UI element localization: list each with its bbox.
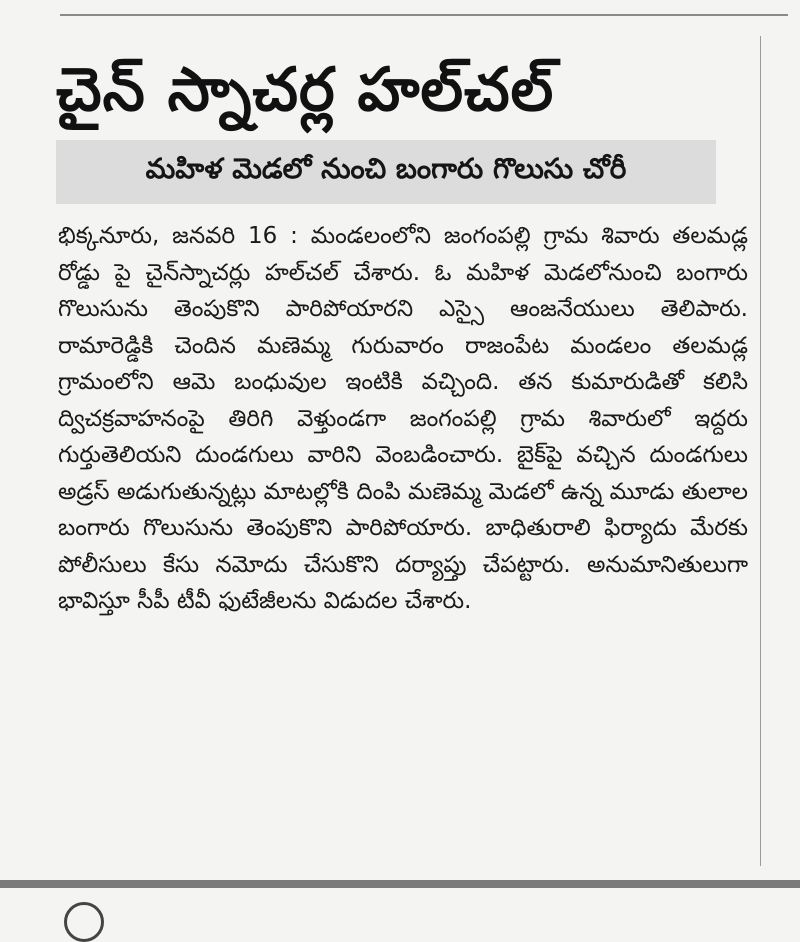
column-divider [760,36,761,866]
article-headline: చైన్‌ స్నాచర్ల హల్‌చల్‌ [56,55,555,125]
article-body: భిక్కనూరు, జనవరి 16 : మండలంలోని జంగంపల్లి గ్రామ శివారు తలమడ్ల రోడ్డు పై చైన్‌స్నాచర్లు హల్‌చల్‌ చేశారు. ఓ మహిళ మెడలోనుంచి బంగారు గొలుసును తెంపుకొని పారిపోయారని ఎస్సై ఆంజనేయులు తెలిపారు. రామారెడ్డికి చెందిన మణెమ్మ గురువారం రాజంపేట మండలం తలమడ్ల గ్రామంలోని ఆమె బంధువుల ఇంటికి వచ్చింది. తన కుమారుడితో కలిసి ద్విచక్రవాహనంపై తిరిగి వెళ్తుండగా జంగంపల్లి గ్రామ శివారులో ఇద్దరు గుర్తుతెలియని దుండగులు వారిని వెంబడించారు. బైక్‌పై వచ్చిన దుండగులు అడ్రస్‌ అడుగుతున్నట్లు మాటల్లోకి దింపి మణెమ్మ మెడలో ఉన్న మూడు తులాల బంగారు గొలుసును తెంపుకొని పారిపోయారు. బాధితురాలి ఫిర్యాదు మేరకు పోలీసులు కేసు నమోదు చేసుకొని దర్యాప్తు చేపట్టారు. అనుమానితులుగా భావిస్తూ సీపీ టీవీ ఫుటేజీలను విడుదల చేశారు. [58,223,748,614]
news-article [48,30,754,620]
article-subheadline: మహిళ మెడలో నుంచి బంగారు గొలుసు చోరీ [56,140,716,204]
bottom-divider [0,880,800,888]
next-article-circle-mark [64,902,104,942]
top-divider [60,14,788,16]
